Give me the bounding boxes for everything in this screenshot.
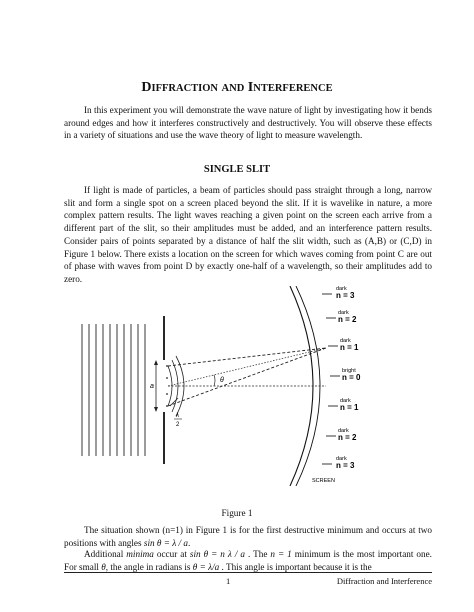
additional-text-3: . The [245, 549, 271, 559]
fringe-kind-5: dark [338, 428, 349, 434]
figure-1-diagram [64, 286, 432, 486]
additional-minima-paragraph [64, 548, 432, 573]
footer-rule [64, 572, 432, 573]
slit-width-label: a [150, 383, 154, 390]
fringe-kind-2: dark [340, 338, 351, 344]
fringe-order-5: n = 2 [338, 433, 357, 442]
minima-word: minima [126, 549, 154, 559]
page-number: 1 [226, 576, 231, 586]
section-heading-single-slit: SINGLE SLIT [203, 164, 271, 175]
additional-text-4: minimum is the most important one. For small [64, 549, 432, 572]
fringe-kind-3: bright [342, 368, 356, 374]
theta-symbol: θ [101, 561, 106, 572]
minima-equation: sin θ = n λ / a [189, 549, 245, 559]
situation-paragraph [64, 524, 432, 549]
footer-title: Diffraction and Interference [336, 576, 432, 586]
fringe-order-3: n = 0 [342, 373, 361, 382]
theta-label: θ [220, 377, 224, 384]
half-lambda-denominator: 2 [176, 422, 180, 428]
additional-text-5: , the angle in radians is [105, 561, 193, 572]
title-nterference: NTERFERENCE [253, 83, 333, 94]
title-iffraction: IFFRACTION [151, 83, 219, 94]
slit-point-labels [166, 365, 168, 407]
title-and: AND [221, 83, 245, 94]
fringe-labels [336, 286, 361, 470]
fringe-kind-0: dark [336, 286, 347, 292]
fringe-order-0: n = 3 [336, 291, 355, 300]
fringe-kind-6: dark [336, 456, 347, 462]
fringe-order-1: n = 2 [338, 315, 357, 324]
additional-text-1: Additional [84, 549, 127, 559]
arrowhead-down [154, 407, 158, 412]
fringe-kind-1: dark [338, 310, 349, 316]
title-d: D [141, 80, 152, 95]
path-difference-marker [170, 398, 178, 406]
situation-end: . [187, 537, 191, 548]
single-slit-text: If light is made of particles, a beam of particles should pass straight through a long, narrow slit and form a single spot on a screen placed beyond the slit. If it is wavelike in nature, a more complex pattern results. The light waves reaching a given point on the screen each arrive from a different part of the slit, so their amplitudes must be added, and an interference pattern results. Consider pairs of points separated by a distance of half the slit width, such as (A,B) or (C,D) in Figure 1 below. There exists a location on the screen for which waves coming from point C are out of phase with waves from point D by exactly one-half of a wavelength, so their amplitudes add to zero. [64, 185, 432, 284]
additional-text-6: . This angle is important because it is the [219, 561, 372, 572]
ray-bottom [168, 348, 326, 406]
theta-arc [214, 375, 215, 386]
intro-text: In this experiment you will demonstrate the wave nature of light by investigating how it bends around edges and how it interferes constructively and destructively. You will observe these effects in a variety of situations and use the wave theory of light to measure wavelength. [64, 105, 432, 141]
arrowhead-up [154, 360, 158, 365]
additional-text-2: occur at [153, 549, 190, 559]
ray-center [168, 348, 326, 386]
intro-paragraph [64, 104, 432, 142]
incident-wavefronts [82, 324, 145, 456]
fringe-kind-4: dark [340, 398, 351, 404]
n1-equation: n = 1 [270, 549, 292, 559]
small-angle-equation: θ = λ/a [192, 561, 220, 572]
fringe-order-4: n = 1 [340, 403, 359, 412]
single-slit-paragraph [64, 184, 432, 286]
half-lambda-numerator: λ [176, 413, 179, 419]
document-title [0, 80, 474, 96]
figure-caption: Figure 1 [221, 508, 253, 518]
fringe-order-6: n = 3 [336, 461, 355, 470]
situation-equation: sin θ = λ / a [143, 537, 188, 548]
fringe-order-2: n = 1 [340, 343, 359, 352]
title-i: I [247, 80, 254, 95]
screen-label: SCREEN [312, 478, 335, 484]
situation-text: The situation shown (n=1) in Figure 1 is for the first destructive minimum and occurs at two positions with angles [64, 525, 432, 548]
